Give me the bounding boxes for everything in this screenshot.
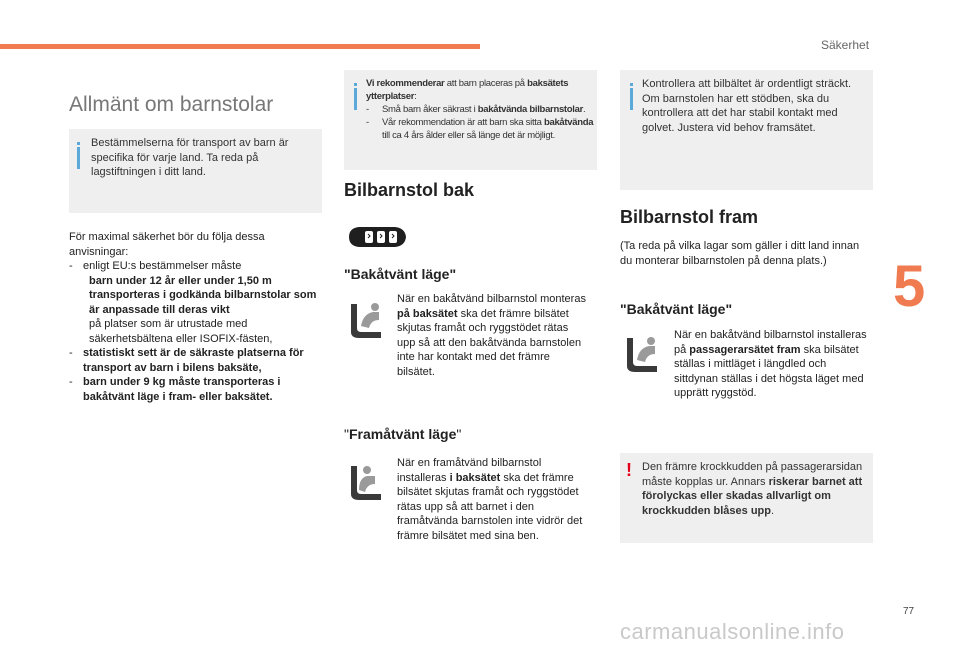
subtitle-rear-facing-front: "Bakåtvänt läge" [620,301,733,317]
subtitle-forward-facing: "Framåtvänt läge" [344,426,462,442]
list-item: - Små barn åker säkrast i bakåtvända bilbarnstolar. [366,104,586,115]
info-box-seatbelt [620,70,873,190]
dash: - [69,347,73,359]
subtitle-rear-facing: "Bakåtvänt läge" [344,266,457,282]
list-item [69,259,319,346]
watermark: carmanualsonline.info [620,619,845,644]
info-text: Kontrollera att bilbältet är ordentligt sträckt. Om barnstolen har ett stödben, ska du kontrollera att det har stabil kontakt med golvet. Justera vid behov framsätet. [642,78,852,134]
info-box-laws [69,129,322,213]
rear-facing-front-text: När en bakåtvänd bilbarnstol installeras på passagerarsätet fram ska bilsätet ställas i mittläget i längdled och sittdynan ställas i det högsta läget med upprätt ryggstöd. [674,329,867,399]
section-name: Säkerhet [821,38,870,52]
page-number: 77 [903,606,915,617]
dash: - [69,376,73,388]
page-title: Allmänt om barnstolar [69,93,274,116]
list-text-bold: statistiskt sett är de säkraste platserna för transport av barn i bilens baksäte, [83,347,304,374]
recommendation-text: Vi rekommenderar att barn placeras på baksätets ytterplatser: [366,78,569,102]
info-box-recommendation [344,70,597,170]
forward-facing-rear-text: När en framåtvänd bilbarnstol installeras i baksätet ska det främre bilsätet skjutas framåt och ryggstödet rätas upp så att barnet i den framåtvända barnstolen inte vidrör det främre bilsätet med sina ben. [397,457,583,542]
rear-facing-rear-text: När en bakåtvänd bilbarnstol monteras på baksätet ska det främre bilsätet skjutas framåt och ryggstödet rätas upp så att den bakåtvända barnstolen inte har kontakt med det främre bilsätet. [397,293,586,378]
intro-text: För maximal säkerhet bör du följa dessa anvisningar: [69,231,265,258]
warning-icon: ! [626,460,632,480]
list-item: - Vår rekommendation är att barn ska sitta bakåtvända till ca 4 års ålder eller så länge det är möjligt. [366,117,594,141]
list-text: på platser som är utrustade med säkerhetsbältena eller ISOFIX-fästen, [89,318,273,345]
info-icon [354,88,357,110]
child-seat-icon [345,460,385,504]
list-text-bold: barn under 12 år eller under 1,50 m transporteras i godkända bilbarnstolar som är anpassade till deras vikt [89,274,317,316]
top-accent-bar [0,44,480,49]
list-item [69,375,319,404]
child-seat-icon [345,298,385,342]
chapter-number: 5 [893,254,926,319]
info-text: Bestämmelserna för transport av barn är specifika för varje land. Ta reda på lagstiftningen i ditt land. [91,137,289,178]
section-title-front: Bilbarnstol fram [620,207,759,227]
info-icon [630,88,633,110]
list-item [69,346,319,375]
list-text: enligt EU:s bestämmelser måste [83,260,242,272]
section-title-rear: Bilbarnstol bak [344,180,475,200]
column-1-text [69,230,319,404]
info-icon [77,147,80,169]
car-rear-seats-icon [345,222,409,252]
front-intro-text: (Ta reda på vilka lagar som gäller i ditt land innan du monterar bilbarnstolen på denna plats.) [620,240,860,267]
warning-box-airbag: ! Den främre krockkudden på passagerarsidan måste kopplas ur. Annars riskerar barnet att förolyckas eller skadas allvarligt om krockkudden blåses upp. [620,453,873,543]
list-text-bold: barn under 9 kg måste transporteras i bakåtvänt läge i fram- eller baksätet. [83,376,281,403]
dash: - [69,260,73,272]
child-seat-icon [621,332,661,376]
